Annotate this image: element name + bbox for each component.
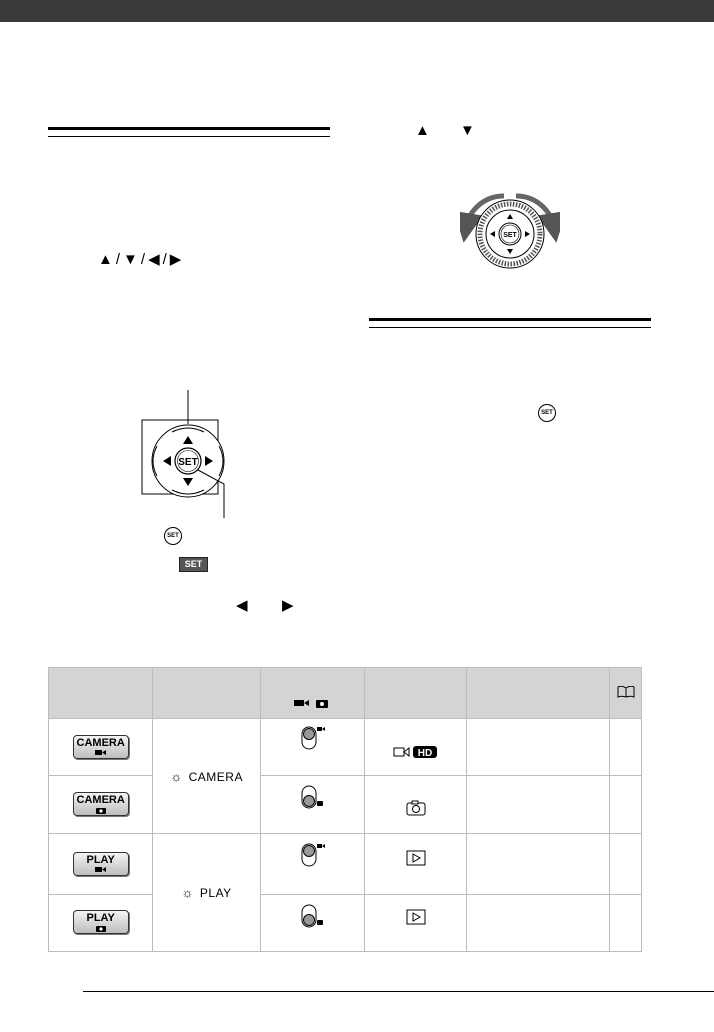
table-row bbox=[49, 895, 642, 952]
book-reference-icon bbox=[617, 686, 635, 698]
camera-photo-button[interactable]: CAMERA bbox=[73, 792, 129, 816]
page-cell bbox=[610, 776, 642, 834]
section-rule-left bbox=[48, 127, 330, 137]
set-screen-icon: SET bbox=[179, 557, 208, 572]
screen-icon-cell bbox=[364, 834, 466, 895]
play-lamp-cell bbox=[153, 834, 261, 952]
switch-cell bbox=[260, 895, 364, 952]
movie-switch-icon bbox=[297, 842, 327, 868]
down-arrow-icon: ▼ bbox=[123, 251, 139, 268]
description-cell bbox=[467, 895, 610, 952]
lamp-light-icon: ☼ bbox=[170, 768, 183, 784]
mode-button-cell bbox=[49, 776, 153, 834]
switch-cell bbox=[260, 834, 364, 895]
mode-button-cell bbox=[49, 895, 153, 952]
lamp-light-icon: ☼ bbox=[181, 885, 194, 900]
movie-photo-icons bbox=[292, 697, 332, 709]
photo-icon bbox=[95, 924, 107, 933]
photo-switch-icon bbox=[297, 903, 327, 929]
camera-lamp-cell bbox=[153, 719, 261, 834]
description-cell bbox=[467, 776, 610, 834]
header-cell bbox=[260, 668, 364, 719]
movie-hd-icon bbox=[393, 744, 439, 760]
camera-lamp-label: CAMERA bbox=[188, 769, 243, 784]
joystick-illustration bbox=[140, 388, 236, 520]
description-cell bbox=[467, 719, 610, 776]
switch-cell bbox=[260, 776, 364, 834]
down-arrow-icon: ▼ bbox=[460, 122, 475, 139]
movie-icon bbox=[94, 749, 108, 757]
right-arrow-icon: ▶ bbox=[169, 251, 183, 268]
movie-switch-icon bbox=[297, 725, 327, 751]
table-row bbox=[49, 834, 642, 895]
joystick-arrows-text: ▲ / ▼ / ◀ / ▶ bbox=[98, 251, 183, 268]
svg-text:HD: HD bbox=[417, 747, 432, 759]
page-cell bbox=[610, 719, 642, 776]
left-arrow-icon: ◀ bbox=[236, 597, 248, 614]
set-button-icon: SET bbox=[538, 404, 556, 422]
screen-icon-cell bbox=[364, 776, 466, 834]
description-cell bbox=[467, 834, 610, 895]
rotating-dial-illustration bbox=[460, 188, 560, 274]
screen-icon-cell bbox=[364, 719, 466, 776]
table-header-row bbox=[49, 668, 642, 719]
set-button-icon: SET bbox=[164, 527, 182, 545]
play-icon bbox=[406, 850, 426, 866]
svg-text:SET: SET bbox=[503, 232, 517, 239]
up-arrow-icon: ▲ bbox=[415, 122, 430, 139]
header-cell bbox=[364, 668, 466, 719]
play-lamp-label: PLAY bbox=[199, 886, 232, 900]
table-row bbox=[49, 719, 642, 776]
top-bar bbox=[0, 0, 714, 22]
movie-icon bbox=[94, 866, 108, 874]
right-arrow-icon: ▶ bbox=[282, 597, 294, 614]
section-rule-right bbox=[369, 318, 651, 328]
photo-switch-icon bbox=[297, 784, 327, 810]
screen-icon-cell bbox=[364, 895, 466, 952]
camera-icon bbox=[405, 800, 427, 816]
play-photo-button[interactable]: PLAY bbox=[73, 910, 129, 934]
up-arrow-icon: ▲ bbox=[98, 251, 114, 268]
table-row bbox=[49, 776, 642, 834]
play-movie-button[interactable]: PLAY bbox=[73, 852, 129, 876]
switch-cell bbox=[260, 719, 364, 776]
left-arrow-icon: ◀ bbox=[148, 251, 161, 268]
mode-button-cell bbox=[49, 834, 153, 895]
header-cell bbox=[467, 668, 610, 719]
header-cell bbox=[49, 668, 153, 719]
play-icon bbox=[406, 909, 426, 925]
header-cell bbox=[610, 668, 642, 719]
photo-icon bbox=[95, 806, 107, 815]
page-cell bbox=[610, 895, 642, 952]
operating-modes-table bbox=[48, 667, 642, 952]
header-cell bbox=[153, 668, 261, 719]
mode-button-cell bbox=[49, 719, 153, 776]
camera-movie-button[interactable]: CAMERA bbox=[73, 735, 129, 759]
page-cell bbox=[610, 834, 642, 895]
svg-text:SET: SET bbox=[178, 457, 198, 468]
footer-rule bbox=[83, 991, 714, 992]
